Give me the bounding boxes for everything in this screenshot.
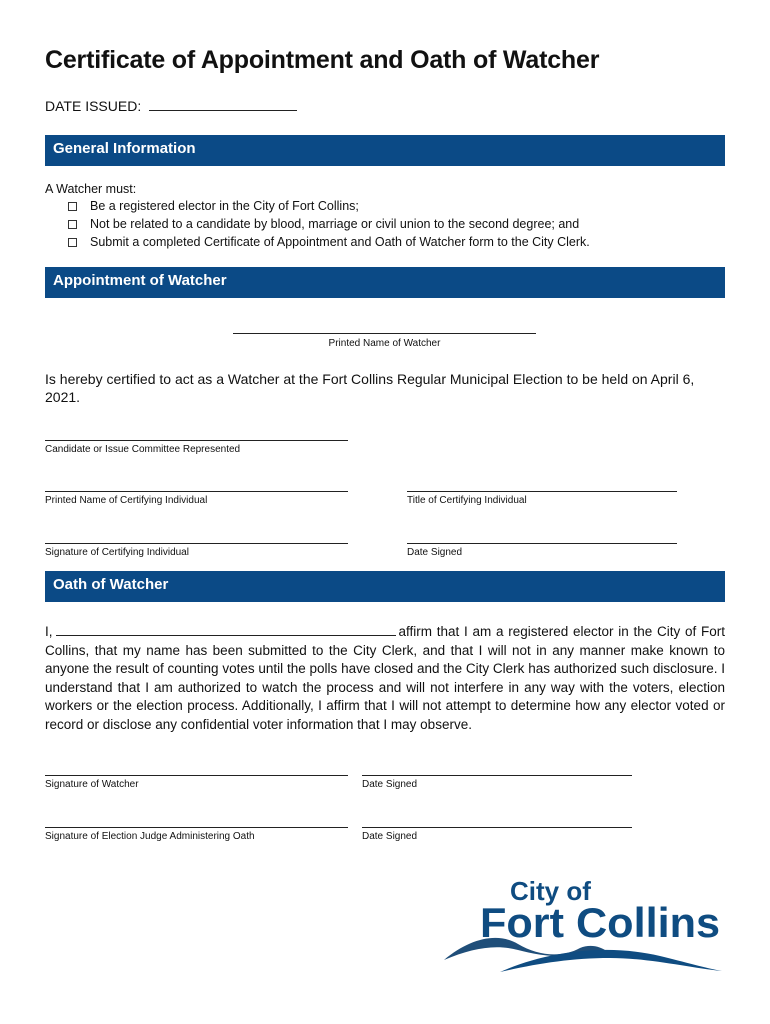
logo-line1: City of [510, 876, 591, 906]
checkbox-icon [68, 202, 77, 211]
requirements-intro: A Watcher must: [45, 182, 137, 196]
judge-signature-label: Signature of Election Judge Administering Oath [45, 831, 255, 842]
candidate-field[interactable] [45, 440, 348, 441]
city-of-fort-collins-logo [440, 872, 725, 977]
requirement-text: Submit a completed Certificate of Appointment and Oath of Watcher form to the City Clerk. [90, 235, 590, 249]
section-header-oath [45, 571, 725, 602]
requirement-text: Not be related to a candidate by blood, marriage or civil union to the second degree; and [90, 217, 580, 231]
candidate-label: Candidate or Issue Committee Represented [45, 444, 241, 455]
oath-name-field[interactable] [56, 622, 396, 636]
date-issued-field[interactable] [149, 98, 297, 111]
watcher-date-label: Date Signed [362, 779, 418, 790]
watcher-signature-field[interactable] [45, 775, 348, 776]
watcher-signature-label: Signature of Watcher [45, 779, 139, 790]
checkbox-icon [68, 220, 77, 229]
document-title: Certificate of Appointment and Oath of Watcher [45, 46, 600, 74]
certifying-date-field[interactable] [407, 543, 677, 544]
oath-statement [45, 622, 725, 734]
checkbox-icon [68, 238, 77, 247]
certifying-name-label: Printed Name of Certifying Individual [45, 495, 208, 506]
watcher-name-label: Printed Name of Watcher [328, 338, 441, 349]
judge-signature-field[interactable] [45, 827, 348, 828]
logo-graphic [440, 872, 725, 977]
certifying-title-field[interactable] [407, 491, 677, 492]
section-title-oath: Oath of Watcher [53, 576, 169, 593]
watcher-name-field[interactable] [233, 333, 536, 334]
watcher-date-field[interactable] [362, 775, 632, 776]
certification-statement: Is hereby certified to act as a Watcher at the Fort Collins Regular Municipal Election to be held on April 6, 2021. [45, 371, 695, 405]
logo-line2: Fort Collins [480, 899, 720, 946]
judge-date-field[interactable] [362, 827, 632, 828]
requirement-item [68, 199, 359, 213]
certifying-name-field[interactable] [45, 491, 348, 492]
date-issued-label: DATE ISSUED: [45, 98, 142, 114]
requirement-text: Be a registered elector in the City of Fort Collins; [90, 199, 359, 213]
section-header-general [45, 135, 725, 166]
certifying-signature-label: Signature of Certifying Individual [45, 547, 189, 558]
requirement-item [68, 235, 590, 249]
date-issued [45, 98, 297, 114]
requirement-item [68, 217, 579, 231]
section-header-appointment [45, 267, 725, 298]
certifying-date-label: Date Signed [407, 547, 463, 558]
section-title-appointment: Appointment of Watcher [53, 272, 227, 289]
certifying-title-label: Title of Certifying Individual [407, 495, 527, 506]
oath-text: affirm that I am a registered elector in the City of Fort Collins, that my name has been submitted to the City Clerk, and that I will not in any manner make known to anyone the result of counting votes until the polls have closed and the City Clerk has authorized such disclosure. I understand that I am authorized to watch the process and will not interfere in any way with the voters, election workers or the election process. Additionally, I affirm that I will not attempt to determine how any elector voted or record or disclose any confidential voter information that I may observe. [45, 624, 725, 732]
certifying-signature-field[interactable] [45, 543, 348, 544]
judge-date-label: Date Signed [362, 831, 418, 842]
oath-prefix: I, [45, 624, 53, 639]
section-title-general: General Information [53, 140, 196, 157]
